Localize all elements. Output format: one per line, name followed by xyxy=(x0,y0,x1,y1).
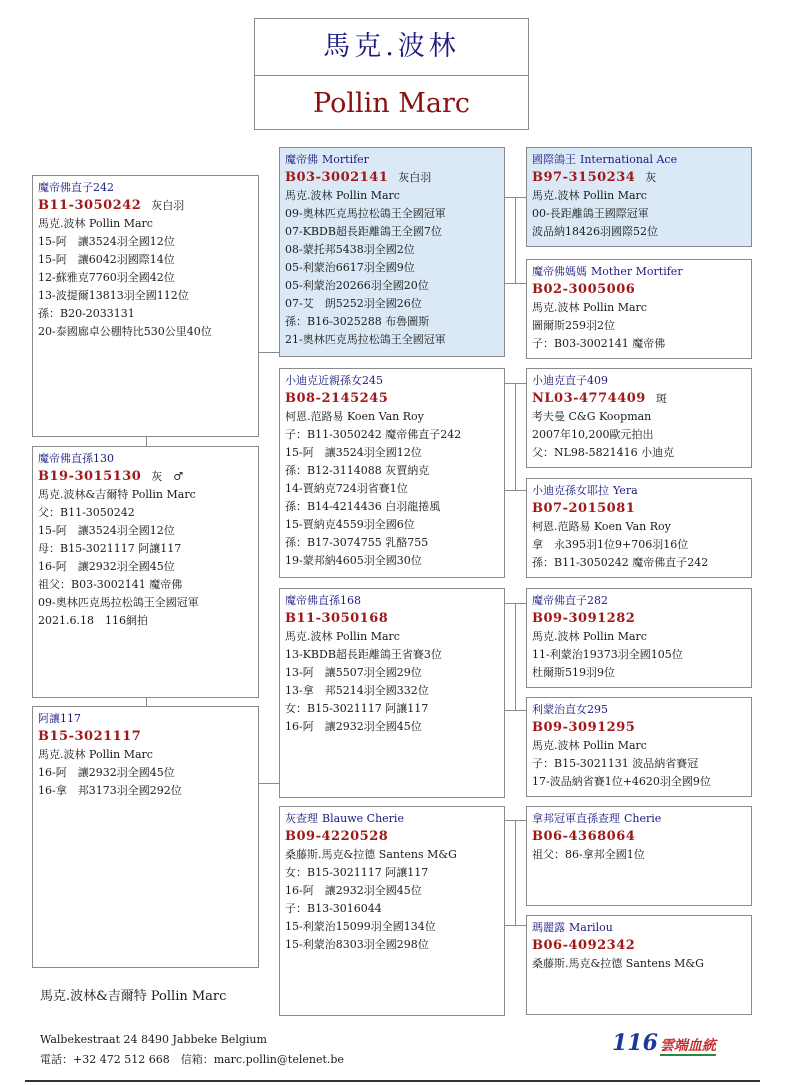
pigeon-detail-line: 女：B15-3021117 阿讓117 xyxy=(285,702,429,715)
pigeon-card xyxy=(279,806,505,1016)
pigeon-card xyxy=(526,368,752,468)
pigeon-title: 瑪麗露 Marilou xyxy=(532,921,613,934)
pigeon-detail-line: 07-艾 朗5252羽全國26位 xyxy=(285,297,422,310)
pigeon-detail-line: 馬克.波林&吉爾特 Pollin Marc xyxy=(38,488,196,501)
ring-number: B97-3150234 灰 xyxy=(532,170,657,185)
pedigree-116-logo: 116 雲端血統 xyxy=(612,1030,716,1056)
pigeon-title: 小迪克近親孫女245 xyxy=(285,374,383,387)
pigeon-detail-line: 馬克.波林 Pollin Marc xyxy=(532,189,647,202)
pigeon-detail-line: 2021.6.18 116網拍 xyxy=(38,614,148,627)
pigeon-detail-line: 祖父：86-拿邦全國1位 xyxy=(532,848,645,861)
pigeon-title: 魔帝佛媽媽 Mother Mortifer xyxy=(532,265,683,278)
pigeon-detail-line: 13-阿 讓5507羽全國29位 xyxy=(285,666,422,679)
pigeon-detail-line: 馬克.波林 Pollin Marc xyxy=(285,630,400,643)
pigeon-title: 小迪克直子409 xyxy=(532,374,608,387)
ring-number: B09-4220528 xyxy=(285,829,389,844)
pigeon-title: 拿邦冠軍直孫查理 Cherie xyxy=(532,812,662,825)
pigeon-detail-line: 08-蒙托邦5438羽全國2位 xyxy=(285,243,415,256)
pigeon-detail-line: 15-阿 讓3524羽全國12位 xyxy=(38,524,175,537)
pigeon-detail-line: 馬克.波林 Pollin Marc xyxy=(285,189,400,202)
pigeon-detail-line: 杜爾斯519羽9位 xyxy=(532,666,615,679)
pigeon-detail-line: 孫：B12-3114088 灰賈納克 xyxy=(285,464,430,477)
bottom-divider xyxy=(25,1080,760,1082)
pedigree-connector-line xyxy=(505,710,526,711)
pigeon-card xyxy=(526,478,752,578)
pedigree-connector-line xyxy=(259,783,279,784)
breeder-address: Walbekestraat 24 8490 Jabbeke Belgium xyxy=(40,1033,267,1046)
pigeon-detail-line: 13-拿 邦5214羽全國332位 xyxy=(285,684,429,697)
pedigree-connector-line xyxy=(515,197,516,283)
pigeon-detail-line: 15-阿 讓6042羽國際14位 xyxy=(38,253,175,266)
pigeon-card xyxy=(526,697,752,797)
pigeon-detail-line: 20-泰國廊卓公棚特比530公里40位 xyxy=(38,325,212,338)
ring-number: B07-2015081 xyxy=(532,501,636,516)
pedigree-connector-line xyxy=(505,925,526,926)
pigeon-detail-line: 女：B15-3021117 阿讓117 xyxy=(285,866,429,879)
ring-number: NL03-4774409 斑 xyxy=(532,391,667,406)
pigeon-detail-line: 16-阿 讓2932羽全國45位 xyxy=(38,766,175,779)
pigeon-title: 利蒙治直女295 xyxy=(532,703,608,716)
pigeon-title: 灰查理 Blauwe Cherie xyxy=(285,812,404,825)
pigeon-detail-line: 17-波品納省賽1位+4620羽全國9位 xyxy=(532,775,711,788)
breeder-signature: 馬克.波林&吉爾特 Pollin Marc xyxy=(40,989,227,1004)
pigeon-detail-line: 圖爾斯259羽2位 xyxy=(532,319,615,332)
pigeon-title: 國際鴿王 International Ace xyxy=(532,153,678,166)
pigeon-detail-line: 子：B03-3002141 魔帝佛 xyxy=(532,337,666,350)
pigeon-detail-line: 05-利蒙治20266羽全國20位 xyxy=(285,279,429,292)
pigeon-detail-line: 波品納18426羽國際52位 xyxy=(532,225,658,238)
pigeon-card xyxy=(32,175,259,437)
pigeon-detail-line: 15-利蒙治15099羽全國134位 xyxy=(285,920,436,933)
pigeon-detail-line: 07-KBDB超長距離鴿王全國7位 xyxy=(285,225,442,238)
pigeon-detail-line: 祖父：B03-3002141 魔帝佛 xyxy=(38,578,183,591)
pigeon-detail-line: 孫：B17-3074755 乳酪755 xyxy=(285,536,429,549)
pigeon-card xyxy=(526,806,752,906)
pigeon-detail-line: 2007年10,200歐元拍出 xyxy=(532,428,654,441)
ring-number: B09-3091295 xyxy=(532,720,636,735)
pedigree-connector-line xyxy=(146,437,147,446)
pigeon-detail-line: 馬克.波林 Pollin Marc xyxy=(532,301,647,314)
pigeon-detail-line: 孫：B14-4214436 白羽龍捲風 xyxy=(285,500,441,513)
pigeon-detail-line: 桑藤斯.馬克&拉德 Santens M&G xyxy=(285,848,457,861)
breeder-name-english: Pollin Marc xyxy=(313,88,470,119)
breeder-name-chinese: 馬克.波林 xyxy=(255,19,528,76)
ring-number: B03-3002141 灰白羽 xyxy=(285,170,432,185)
pigeon-detail-line: 柯恩.范路易 Koen Van Roy xyxy=(532,520,671,533)
pigeon-detail-line: 子：B15-3021131 波品納省賽冠 xyxy=(532,757,699,770)
ring-number: B02-3005006 xyxy=(532,282,636,297)
pigeon-card xyxy=(526,259,752,359)
pigeon-card xyxy=(32,446,259,698)
pigeon-detail-line: 00-長距離鴿王國際冠軍 xyxy=(532,207,649,220)
pigeon-detail-line: 15-賈納克4559羽全國6位 xyxy=(285,518,415,531)
pigeon-detail-line: 母：B15-3021117 阿讓117 xyxy=(38,542,182,555)
ring-number: B09-3091282 xyxy=(532,611,636,626)
pigeon-detail-line: 09-奧林匹克馬拉松鴿王全國冠軍 xyxy=(38,596,199,609)
pigeon-detail-line: 父：B11-3050242 xyxy=(38,506,135,519)
pigeon-title: 魔帝佛直子282 xyxy=(532,594,608,607)
pigeon-detail-line: 16-拿 邦3173羽全國292位 xyxy=(38,784,182,797)
pigeon-detail-line: 13-KBDB超長距離鴿王省賽3位 xyxy=(285,648,442,661)
pigeon-detail-line: 孫：B20-2033131 xyxy=(38,307,135,320)
pigeon-detail-line: 15-利蒙治8303羽全國298位 xyxy=(285,938,429,951)
ring-number: B11-3050242 灰白羽 xyxy=(38,198,185,213)
ring-number: B19-3015130 灰 ♂ xyxy=(38,469,184,484)
pigeon-detail-line: 15-阿 讓3524羽全國12位 xyxy=(285,446,422,459)
pigeon-title: 阿讓117 xyxy=(38,712,81,725)
pigeon-title: 魔帝佛直子242 xyxy=(38,181,114,194)
pigeon-detail-line: 馬克.波林 Pollin Marc xyxy=(38,217,153,230)
pigeon-card xyxy=(279,147,505,357)
pedigree-connector-line xyxy=(505,490,526,491)
ring-number: B06-4092342 xyxy=(532,938,636,953)
pigeon-card xyxy=(526,588,752,688)
pigeon-detail-line: 孫：B16-3025288 布魯圖斯 xyxy=(285,315,430,328)
pigeon-detail-line: 子：B13-3016044 xyxy=(285,902,382,915)
pigeon-detail-line: 13-波提爾13813羽全國112位 xyxy=(38,289,189,302)
pedigree-connector-line xyxy=(515,603,516,710)
pigeon-detail-line: 05-利蒙治6617羽全國9位 xyxy=(285,261,415,274)
pigeon-detail-line: 柯恩.范路易 Koen Van Roy xyxy=(285,410,424,423)
pigeon-card xyxy=(32,706,259,968)
pigeon-title: 魔帝佛直孫168 xyxy=(285,594,361,607)
pigeon-detail-line: 馬克.波林 Pollin Marc xyxy=(38,748,153,761)
pigeon-detail-line: 父：NL98-5821416 小迪克 xyxy=(532,446,675,459)
ring-number: B08-2145245 xyxy=(285,391,389,406)
breeder-contact: 電話：+32 472 512 668 信箱：marc.pollin@telenet.be xyxy=(40,1053,344,1066)
pigeon-card xyxy=(279,368,505,578)
pigeon-detail-line: 11-利蒙治19373羽全國105位 xyxy=(532,648,683,661)
pigeon-detail-line: 16-阿 讓2932羽全國45位 xyxy=(285,884,422,897)
pigeon-card xyxy=(526,915,752,1015)
pigeon-detail-line: 15-阿 讓3524羽全國12位 xyxy=(38,235,175,248)
pedigree-connector-line xyxy=(515,383,516,490)
pigeon-title: 魔帝佛直孫130 xyxy=(38,452,114,465)
pigeon-title: 小迪克孫女耶拉 Yera xyxy=(532,484,638,497)
pigeon-detail-line: 14-賈納克724羽省賽1位 xyxy=(285,482,408,495)
pigeon-detail-line: 桑藤斯.馬克&拉德 Santens M&G xyxy=(532,957,704,970)
pigeon-card xyxy=(526,147,752,247)
pedigree-connector-line xyxy=(515,820,516,925)
pigeon-card xyxy=(279,588,505,798)
pigeon-detail-line: 16-阿 讓2932羽全國45位 xyxy=(38,560,175,573)
pedigree-connector-line xyxy=(259,352,279,353)
pigeon-title: 魔帝佛 Mortifer xyxy=(285,153,369,166)
pedigree-header xyxy=(254,18,529,130)
pedigree-connector-line xyxy=(146,698,147,706)
pigeon-detail-line: 09-奧林匹克馬拉松鴿王全國冠軍 xyxy=(285,207,446,220)
pigeon-detail-line: 21-奧林匹克馬拉松鴿王全國冠軍 xyxy=(285,333,446,346)
pigeon-detail-line: 馬克.波林 Pollin Marc xyxy=(532,630,647,643)
pigeon-detail-line: 19-蒙邦納4605羽全國30位 xyxy=(285,554,422,567)
pigeon-detail-line: 12-蘇雅克7760羽全國42位 xyxy=(38,271,175,284)
pigeon-detail-line: 拿 永395羽1位9+706羽16位 xyxy=(532,538,689,551)
ring-number: B06-4368064 xyxy=(532,829,636,844)
pigeon-detail-line: 16-阿 讓2932羽全國45位 xyxy=(285,720,422,733)
pedigree-connector-line xyxy=(505,283,526,284)
pigeon-detail-line: 考夫曼 C&G Koopman xyxy=(532,410,652,423)
ring-number: B15-3021117 xyxy=(38,729,142,744)
ring-number: B11-3050168 xyxy=(285,611,389,626)
pigeon-detail-line: 子：B11-3050242 魔帝佛直子242 xyxy=(285,428,462,441)
pigeon-detail-line: 孫：B11-3050242 魔帝佛直子242 xyxy=(532,556,709,569)
pigeon-detail-line: 馬克.波林 Pollin Marc xyxy=(532,739,647,752)
